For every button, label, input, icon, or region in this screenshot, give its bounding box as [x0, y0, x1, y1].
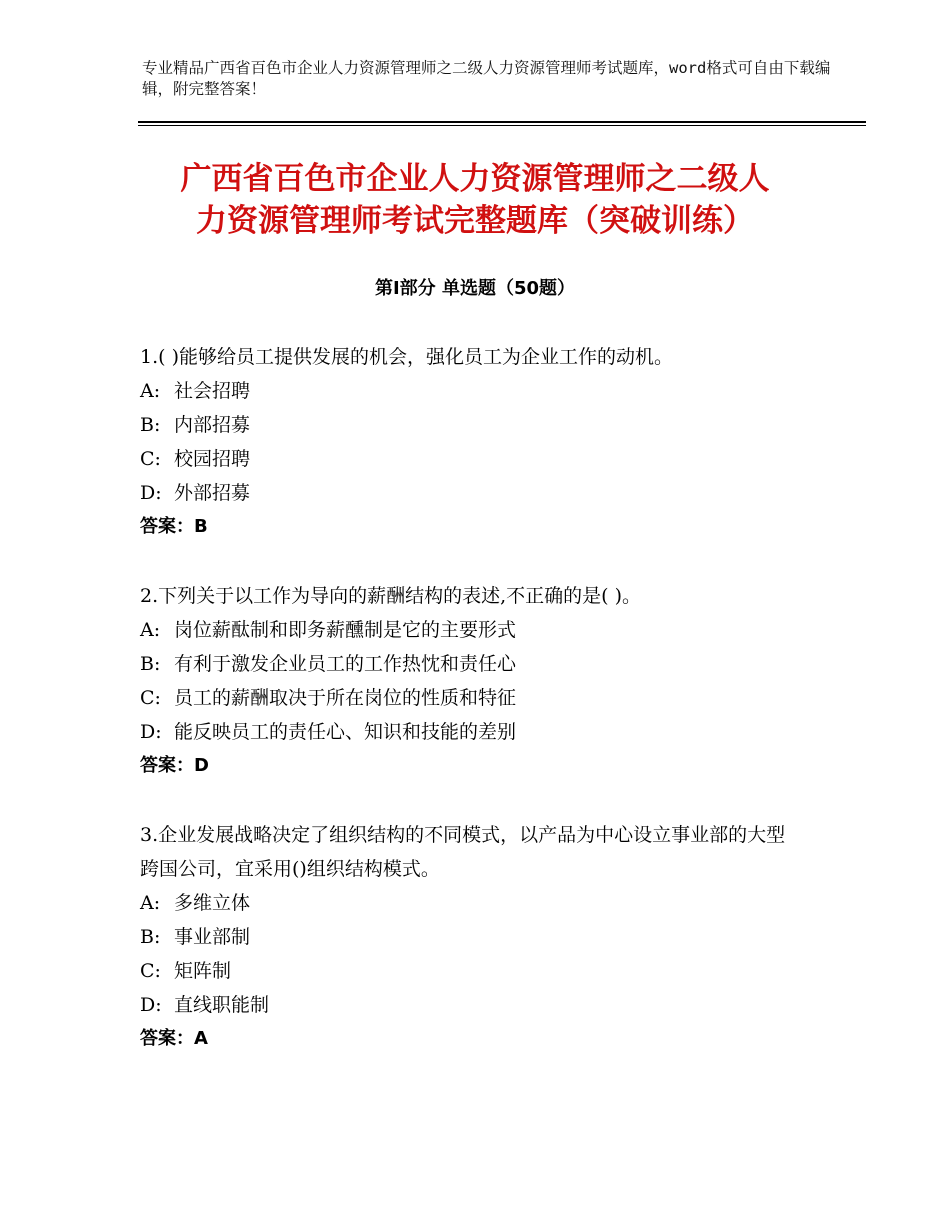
option-letter: D:	[140, 721, 162, 743]
option-text: 内部招募	[174, 414, 251, 436]
option-letter: B:	[140, 653, 161, 675]
document-title-line1: 广西省百色市企业人力资源管理师之二级人	[180, 161, 770, 197]
section-title: 第Ⅰ部分 单选题（50题）	[374, 278, 575, 299]
answer: 答案：B	[140, 516, 208, 537]
option-letter: A:	[140, 619, 161, 641]
option-letter: C:	[140, 448, 161, 470]
option-text: 外部招募	[174, 482, 251, 504]
option-a	[140, 374, 820, 408]
question-stem: 3.企业发展战略决定了组织结构的不同模式，以产品为中心设立事业部的大型跨国公司，宜采用()组织结构模式。	[140, 824, 786, 880]
option-text: 矩阵制	[174, 960, 232, 982]
answer: 答案：D	[140, 755, 209, 776]
answer: 答案：A	[140, 1028, 208, 1049]
question-stem: 2.下列关于以工作为导向的薪酬结构的表述,不正确的是( )。	[140, 585, 642, 607]
option-letter: B:	[140, 926, 161, 948]
option-text: 多维立体	[174, 892, 251, 914]
option-letter: A:	[140, 892, 161, 914]
option-text: 有利于激发企业员工的工作热忱和责任心	[174, 653, 517, 675]
document-title-line2: 力资源管理师考试完整题库（突破训练）	[196, 203, 754, 239]
option-b	[140, 920, 820, 954]
option-a	[140, 613, 820, 647]
option-letter: C:	[140, 687, 161, 709]
option-text: 员工的薪酬取决于所在岗位的性质和特征	[174, 687, 517, 709]
header-rule-thin	[138, 125, 866, 126]
option-c	[140, 442, 820, 476]
option-text: 事业部制	[174, 926, 251, 948]
option-d	[140, 988, 820, 1022]
header-note: 专业精品广西省百色市企业人力资源管理师之二级人力资源管理师考试题库，word格式可自由下载编辑，附完整答案！	[142, 59, 831, 98]
header-rule-thick	[138, 121, 866, 123]
option-letter: A:	[140, 380, 161, 402]
option-letter: D:	[140, 994, 162, 1016]
option-text: 能反映员工的责任心、知识和技能的差别	[174, 721, 517, 743]
option-a	[140, 886, 820, 920]
option-text: 社会招聘	[174, 380, 251, 402]
question-1	[140, 340, 820, 544]
option-c	[140, 954, 820, 988]
option-letter: B:	[140, 414, 161, 436]
option-text: 岗位薪酞制和即务薪醺制是它的主要形式	[174, 619, 517, 641]
option-d	[140, 476, 820, 510]
question-stem: 1.( )能够给员工提供发展的机会，强化员工为企业工作的动机。	[140, 346, 673, 368]
option-b	[140, 408, 820, 442]
question-3	[140, 818, 820, 1056]
option-letter: C:	[140, 960, 161, 982]
option-text: 校园招聘	[174, 448, 251, 470]
option-letter: D:	[140, 482, 162, 504]
option-text: 直线职能制	[174, 994, 270, 1016]
document-title	[140, 158, 810, 242]
option-c	[140, 681, 820, 715]
option-d	[140, 715, 820, 749]
question-2	[140, 579, 820, 783]
option-b	[140, 647, 820, 681]
